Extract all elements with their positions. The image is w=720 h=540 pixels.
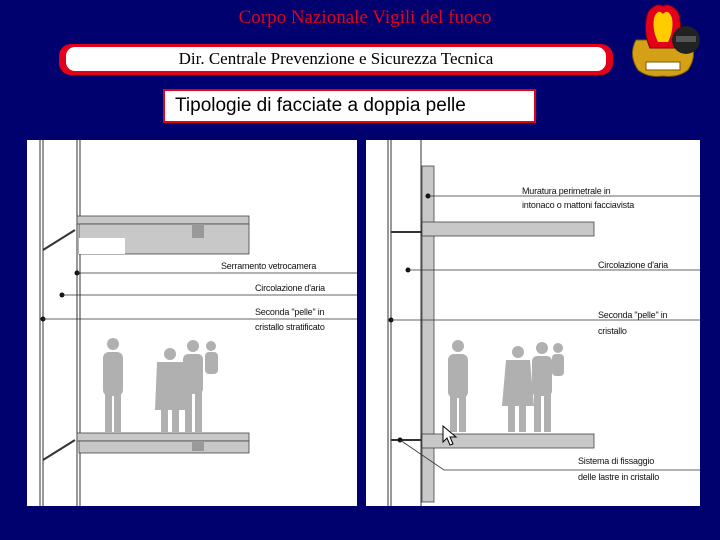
left-facade-diagram <box>27 140 357 506</box>
label-sistema-fissaggio: Sistema di fissaggio <box>578 456 655 466</box>
header-title: Corpo Nazionale Vigili del fuoco <box>238 7 492 28</box>
label-seconda-pelle: Seconda "pelle" in <box>255 307 325 317</box>
label-seconda-pelle-right: Seconda "pelle" in <box>598 310 668 320</box>
label-lastre-cristallo: delle lastre in cristallo <box>578 472 660 482</box>
slide-subtitle: Tipologie di facciate a doppia pelle <box>163 89 536 123</box>
label-cristallo: cristallo <box>598 326 627 336</box>
label-circolazione-aria-right: Circolazione d'aria <box>598 260 668 270</box>
right-facade-diagram <box>366 140 700 506</box>
fire-brigade-emblem-icon <box>618 0 708 82</box>
label-intonaco: intonaco o mattoni facciavista <box>522 200 635 210</box>
label-muratura: Muratura perimetrale in <box>522 186 611 196</box>
label-cristallo-stratificato: cristallo stratificato <box>255 322 325 332</box>
mouse-cursor-icon <box>442 425 458 447</box>
header-bar-text: Dir. Centrale Prevenzione e Sicurezza Tecnica <box>66 47 606 71</box>
label-serramento: Serramento vetrocamera <box>221 261 317 271</box>
label-circolazione-aria: Circolazione d'aria <box>255 283 325 293</box>
